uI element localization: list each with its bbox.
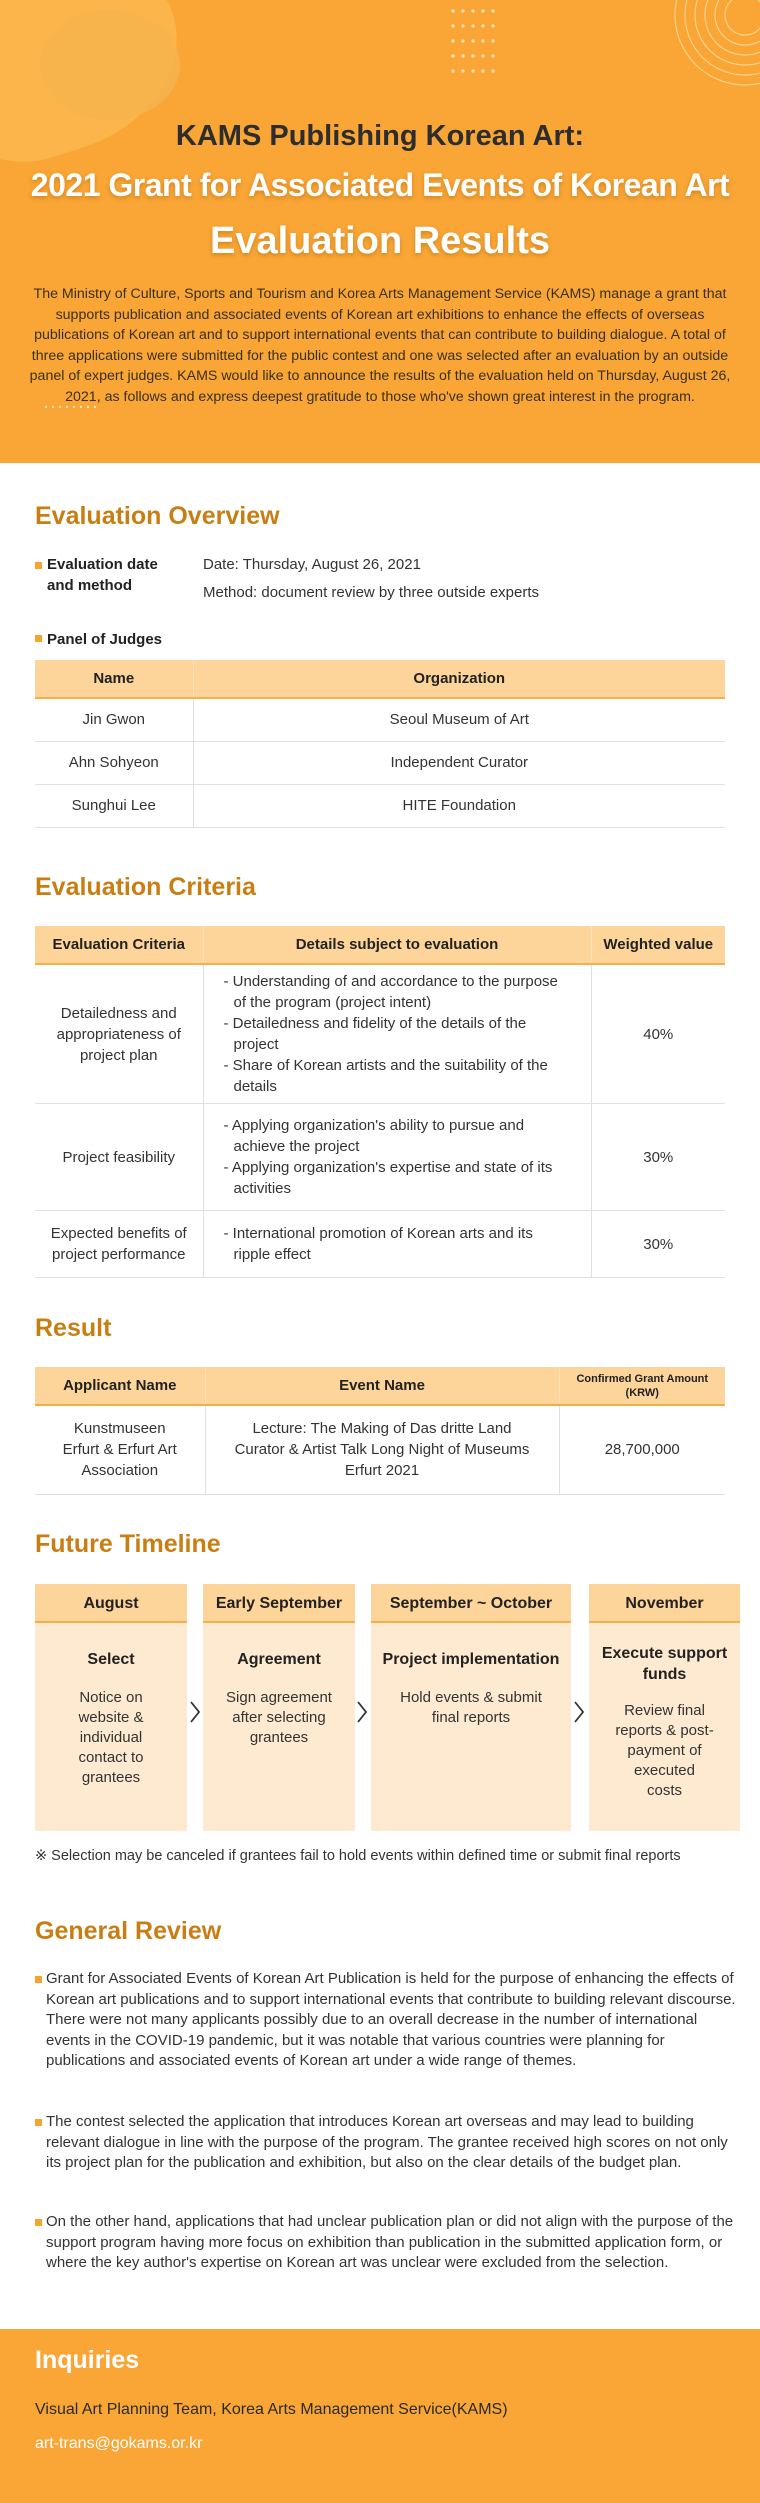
column-header: Confirmed Grant Amount (KRW) bbox=[559, 1367, 725, 1405]
section-title-review: General Review bbox=[35, 1917, 222, 1945]
timeline-step-name: Project implementation bbox=[382, 1651, 560, 1668]
table-row bbox=[35, 1211, 725, 1278]
section-title-overview: Evaluation Overview bbox=[35, 502, 280, 530]
timeline-step-early-september bbox=[203, 1584, 355, 1831]
judge-organization: Seoul Museum of Art bbox=[193, 698, 725, 741]
table-row bbox=[35, 741, 725, 784]
criterion-weight: 40% bbox=[591, 964, 725, 1104]
decorative-blob bbox=[40, 10, 180, 120]
table-row bbox=[35, 964, 725, 1104]
timeline-period: Early September bbox=[203, 1584, 355, 1623]
list-item: - Applying organization's expertise and state of its activities bbox=[223, 1159, 553, 1197]
timeline-step-desc: Sign agreement after selecting grantees bbox=[226, 1689, 332, 1746]
judge-name: Jin Gwon bbox=[35, 698, 193, 741]
section-title-result: Result bbox=[35, 1314, 112, 1342]
column-header: Weighted value bbox=[591, 926, 725, 964]
criterion-details bbox=[203, 964, 591, 1104]
details-list bbox=[222, 971, 573, 1097]
criterion-weight: 30% bbox=[591, 1211, 725, 1278]
intro-text: The Ministry of Culture, Sports and Tourism and Korea Arts Management Service (KAMS) manage a grant that supports publication and associated events of Korean art exhibitions to enhance the effects of overseas publications of Korean art and to support international events that can contribute to building dialogue. A total of three applications were submitted for the public contest and one was selected after an evaluation by an outside panel of expert judges. KAMS would like to announce the results of the evaluation held on Thursday, August 26, 2021, as follows and express deepest gratitude to those who've shown great interest in the program. bbox=[29, 286, 731, 405]
bullet-icon bbox=[35, 2119, 42, 2126]
criterion-name: Detailedness and appropriateness of project plan bbox=[35, 964, 203, 1104]
chevron-right-icon bbox=[355, 1700, 369, 1724]
list-item: - Share of Korean artists and the suitability of the details bbox=[223, 1057, 548, 1095]
page-title-line3: Evaluation Results bbox=[210, 220, 550, 262]
bullet-icon bbox=[35, 2219, 42, 2226]
details-list bbox=[222, 1115, 573, 1199]
timeline-step-desc: Review final reports & post-payment of executed costs bbox=[615, 1702, 714, 1799]
timeline-step-name: Select bbox=[87, 1651, 135, 1668]
criterion-details bbox=[203, 1104, 591, 1211]
section-title-criteria: Evaluation Criteria bbox=[35, 873, 256, 901]
criterion-details bbox=[203, 1211, 591, 1278]
decorative-rings-icon bbox=[650, 0, 760, 110]
table-row bbox=[35, 698, 725, 741]
evaluation-date-value: Date: Thursday, August 26, 2021 bbox=[203, 556, 421, 573]
section-title-timeline: Future Timeline bbox=[35, 1530, 221, 1558]
page-title-line2: 2021 Grant for Associated Events of Korean Art bbox=[30, 167, 730, 203]
judges-table bbox=[35, 660, 725, 828]
inquiries-footer bbox=[0, 2329, 760, 2503]
timeline-step-name: Execute support funds bbox=[601, 1645, 728, 1683]
timeline-step-september-october bbox=[371, 1584, 571, 1831]
review-paragraph: The contest selected the application that introduces Korean art overseas and may lead to building relevant dialogue in line with the purpose of the program. The grantee received high scores on not only its project plan for the publication and exhibition, but also on the clear details of the budget plan. bbox=[46, 2113, 728, 2171]
column-header: Applicant Name bbox=[35, 1367, 205, 1405]
list-item: - Applying organization's ability to pursue and achieve the project bbox=[223, 1117, 525, 1155]
list-item: - Detailedness and fidelity of the details of the project bbox=[223, 1015, 527, 1053]
table-header-row bbox=[35, 926, 725, 964]
evaluation-method-value: Method: document review by three outside experts bbox=[203, 584, 540, 601]
column-header: Name bbox=[35, 660, 193, 698]
criterion-name: Project feasibility bbox=[35, 1104, 203, 1211]
judge-name: Sunghui Lee bbox=[35, 784, 193, 827]
details-list bbox=[222, 1223, 573, 1265]
chevron-right-icon bbox=[188, 1700, 202, 1724]
applicant-name: Kunstmuseen Erfurt & Erfurt Art Association bbox=[35, 1405, 205, 1494]
timeline-step-name: Agreement bbox=[237, 1651, 321, 1668]
judge-organization: Independent Curator bbox=[193, 741, 725, 784]
timeline-period: August bbox=[35, 1584, 187, 1623]
timeline-note: ※ Selection may be canceled if grantees fail to hold events within defined time or submit final reports bbox=[35, 1848, 681, 1864]
grant-amount: 28,700,000 bbox=[559, 1405, 725, 1494]
criterion-name: Expected benefits of project performance bbox=[35, 1211, 203, 1278]
column-header: Evaluation Criteria bbox=[35, 926, 203, 964]
table-row bbox=[35, 784, 725, 827]
header-banner bbox=[0, 0, 760, 463]
column-header: Details subject to evaluation bbox=[203, 926, 591, 964]
bullet-icon bbox=[35, 635, 42, 642]
list-item: - Understanding of and accordance to the purpose of the program (project intent) bbox=[223, 973, 558, 1011]
judge-organization: HITE Foundation bbox=[193, 784, 725, 827]
bullet-icon bbox=[35, 562, 42, 569]
timeline-step-august bbox=[35, 1584, 187, 1831]
table-row bbox=[35, 1104, 725, 1211]
timeline-step-november bbox=[589, 1584, 740, 1831]
table-row bbox=[35, 1405, 725, 1494]
page-title-line1: KAMS Publishing Korean Art: bbox=[175, 120, 585, 152]
timeline-step-desc: Notice on website & individual contact to grantees bbox=[78, 1689, 144, 1786]
evaluation-date-label: Evaluation date and method bbox=[47, 556, 158, 594]
review-paragraph: Grant for Associated Events of Korean Art Publication is held for the purpose of enhancing the effects of Korean art publications and to support international events that contribute to building relevant discourse. There were not many applicants possibly due to an overall decrease in the number of international events in the COVID-19 pandemic, but it was notable that various countries were planning for publications and associated events of Korean art under a wide range of themes. bbox=[46, 1970, 736, 2069]
chevron-right-icon bbox=[572, 1700, 586, 1724]
result-table bbox=[35, 1367, 725, 1495]
judge-name: Ahn Sohyeon bbox=[35, 741, 193, 784]
contact-team: Visual Art Planning Team, Korea Arts Management Service(KAMS) bbox=[35, 2401, 508, 2418]
timeline-period: September ~ October bbox=[371, 1584, 571, 1623]
judges-label: Panel of Judges bbox=[47, 631, 163, 648]
event-name: Lecture: The Making of Das dritte Land Curator & Artist Talk Long Night of Museums Erfurt 2021 bbox=[205, 1405, 559, 1494]
table-header-row bbox=[35, 660, 725, 698]
section-title-inquiries: Inquiries bbox=[35, 2346, 140, 2374]
timeline-step-desc: Hold events & submit final reports bbox=[400, 1689, 542, 1726]
criterion-weight: 30% bbox=[591, 1104, 725, 1211]
column-header: Event Name bbox=[205, 1367, 559, 1405]
contact-email-link[interactable]: art-trans@gokams.or.kr bbox=[35, 2435, 203, 2452]
bullet-icon bbox=[35, 1976, 42, 1983]
column-header: Organization bbox=[193, 660, 725, 698]
timeline-period: November bbox=[589, 1584, 740, 1623]
decorative-dots-icon bbox=[448, 6, 508, 76]
table-header-row bbox=[35, 1367, 725, 1405]
review-paragraph: On the other hand, applications that had unclear publication plan or did not align with the purpose of the support program having more focus on exhibition than publication in the submitted application form, or where the key author's expertise on Korean art was unclear were excluded from the selection. bbox=[46, 2213, 734, 2271]
criteria-table bbox=[35, 926, 725, 1278]
list-item: - International promotion of Korean arts and its ripple effect bbox=[223, 1225, 533, 1263]
